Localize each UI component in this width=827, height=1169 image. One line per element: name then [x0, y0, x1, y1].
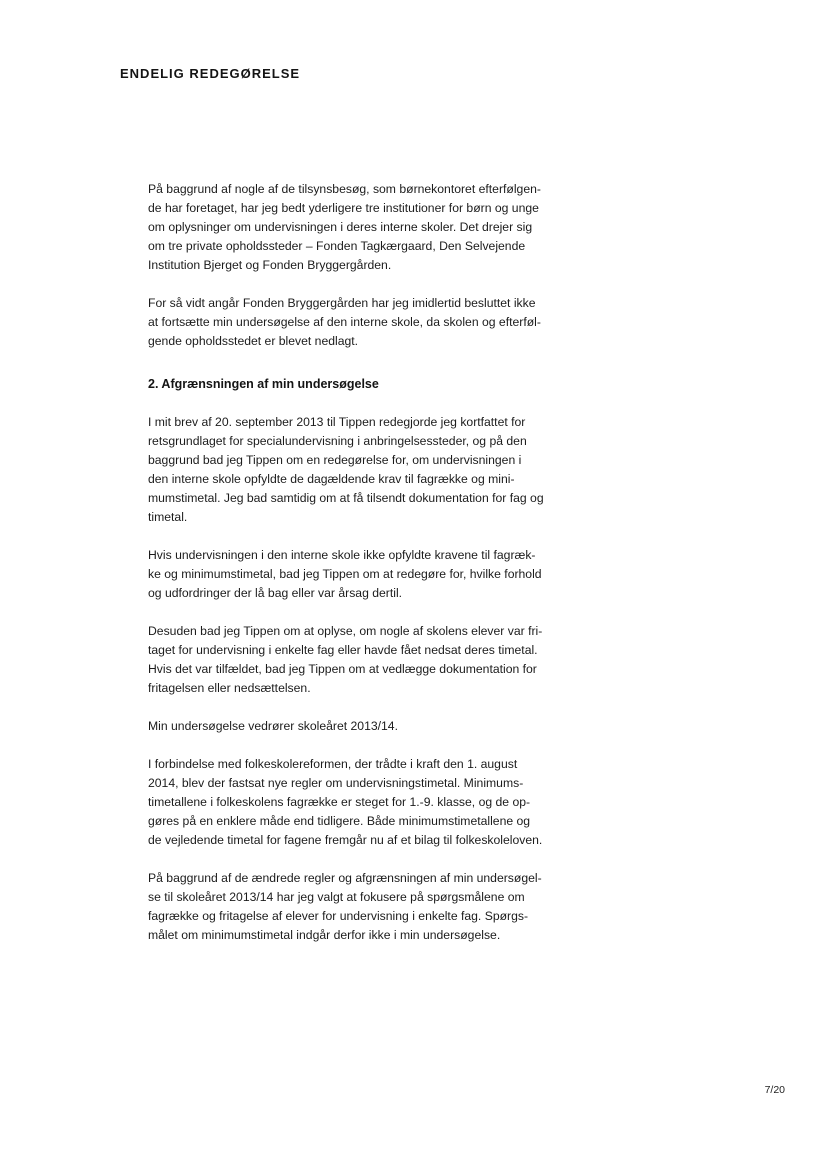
intro-paragraph-2: For så vidt angår Fonden Bryggergården har jeg imidlertid besluttet ikke at fortsætte min undersøgelse af den interne skole, da skolen og efterføl- gende opholdsstedet er blevet nedlagt.: [148, 296, 541, 348]
section-heading: 2. Afgrænsningen af min undersøgelse: [148, 377, 379, 391]
section-paragraph-4: Min undersøgelse vedrører skoleåret 2013/14.: [148, 719, 398, 733]
page-number: 7/20: [764, 1084, 785, 1096]
document-header-title: ENDELIG REDEGØRELSE: [120, 66, 301, 81]
document-body: [148, 180, 598, 964]
intro-paragraph-1: På baggrund af nogle af de tilsynsbesøg, som børnekontoret efterfølgen- de har foretaget, har jeg bedt yderligere tre institutioner for børn og unge om oplysninger om undervisningen i deres interne skoler. Det drejer sig om tre private opholdssteder – Fonden Tagkærgaard, Den Selvejende Institution Bjerget og Fonden Bryggergården.: [148, 182, 541, 272]
section-paragraph-6: På baggrund af de ændrede regler og afgrænsningen af min undersøgel- se til skoleåret 2013/14 har jeg valgt at fokusere på spørgsmålene om fagrække og fritagelse af elever for undervisning i enkelte fag. Spørgs- målet om minimumstimetal indgår derfor ikke i min undersøgelse.: [148, 871, 542, 942]
section-paragraph-3: Desuden bad jeg Tippen om at oplyse, om nogle af skolens elever var fri- taget for undervisning i enkelte fag eller havde fået nedsat deres timetal. Hvis det var tilfældet, bad jeg Tippen om at vedlægge dokumentation for fritagelsen eller nedsættelsen.: [148, 624, 543, 695]
section-paragraph-1: I mit brev af 20. september 2013 til Tippen redegjorde jeg kortfattet for retsgrundlaget for specialundervisning i anbringelsessteder, og på den baggrund bad jeg Tippen om en redegørelse for, om undervisningen i den interne skole opfyldte de dagældende krav til fagrække og mini- mumstimetal. Jeg bad samtidig om at få tilsendt dokumentation for fag og timetal.: [148, 415, 544, 524]
section-paragraph-5: I forbindelse med folkeskolereformen, der trådte i kraft den 1. august 2014, blev der fastsat nye regler om undervisningstimetal. Minimums- timetallene i folkeskolens fagrække er steget for 1.-9. klasse, og de op- gøres på en enklere måde end tidligere. Både minimumstimetallene og de vejledende timetal for fagene fremgår nu af et bilag til folkeskoleloven.: [148, 757, 543, 847]
section-paragraph-2: Hvis undervisningen i den interne skole ikke opfyldte kravene til fagræk- ke og minimumstimetal, bad jeg Tippen om at redegøre for, hvilke forhold og udfordringer der lå bag eller var årsag dertil.: [148, 548, 542, 600]
